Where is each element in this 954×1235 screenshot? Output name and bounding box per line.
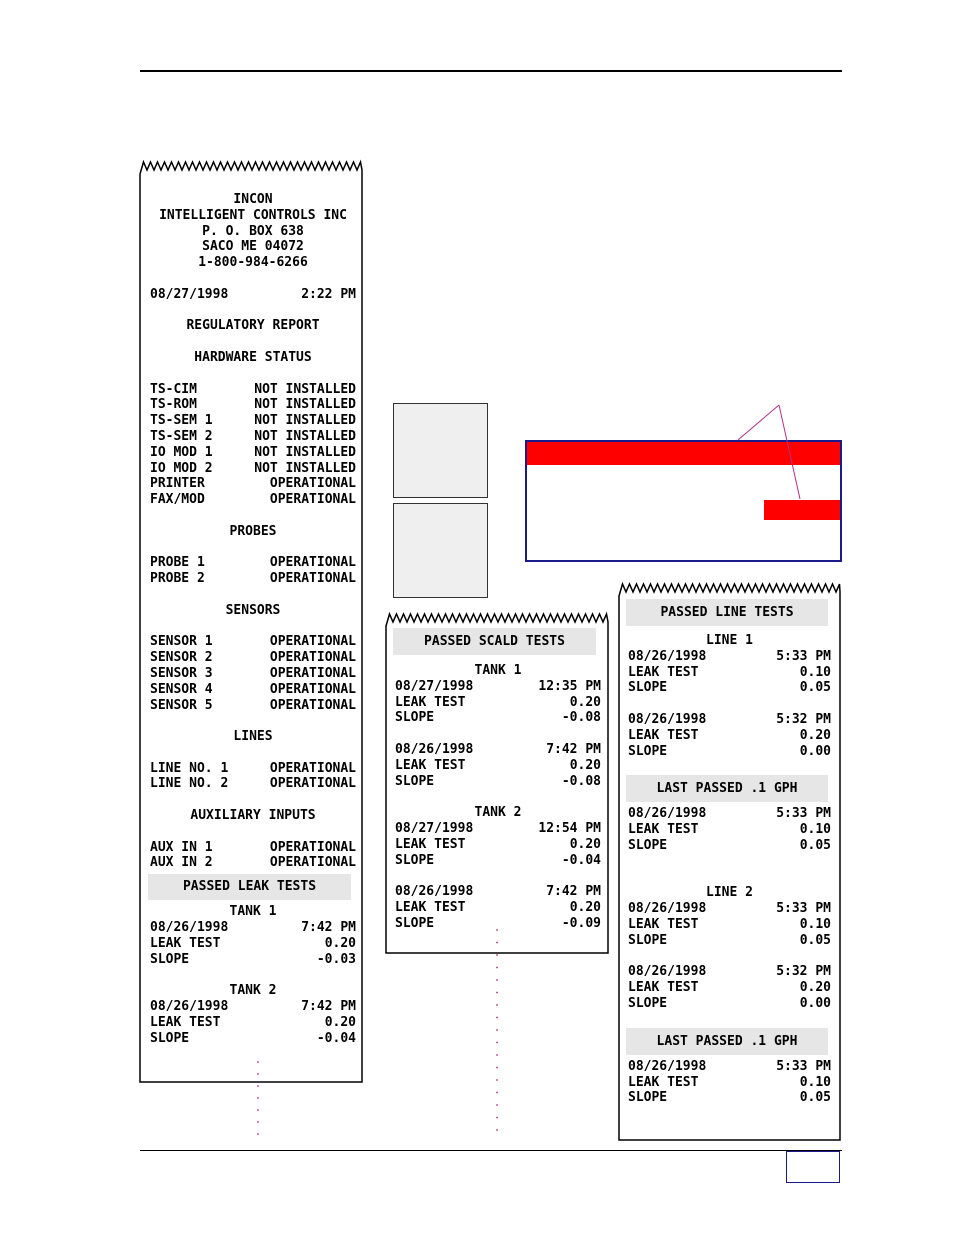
leak-test-row	[395, 837, 601, 853]
placeholder-box-top	[393, 403, 488, 498]
line-row	[150, 761, 356, 777]
datetime-row	[395, 821, 601, 837]
page-number-box	[786, 1151, 840, 1183]
line-text: PROBES	[229, 523, 277, 539]
probe-row	[150, 555, 356, 571]
row-value: 0.20	[799, 727, 831, 743]
line-text: P. O. BOX 638	[202, 223, 304, 239]
blank-line	[150, 745, 356, 761]
blank-line	[628, 854, 831, 870]
line-text: 1-800-984-6266	[198, 255, 308, 271]
sensor-row	[150, 650, 356, 666]
row-value: 0.20	[324, 935, 356, 951]
row-value: NOT INSTALLED	[254, 444, 356, 460]
row-label: 08/26/1998	[628, 711, 707, 727]
row-label: LEAK TEST	[628, 822, 699, 838]
continuation-dot	[257, 1097, 259, 1099]
footer-rule	[140, 1150, 842, 1151]
report-title	[150, 318, 356, 334]
receipt-line-tests	[618, 582, 841, 1140]
row-value: 12:35 PM	[538, 678, 601, 694]
row-label: LEAK TEST	[150, 1014, 221, 1030]
row-label: SLOPE	[395, 852, 435, 868]
continuation-dot	[496, 992, 498, 994]
continuation-dot	[257, 1109, 259, 1111]
line-text: INCON	[233, 192, 273, 207]
row-label: LEAK TEST	[395, 694, 466, 710]
leak-test-row	[150, 936, 356, 952]
line-text: SENSORS	[225, 602, 281, 618]
line-text: AUXILIARY INPUTS	[190, 808, 316, 824]
hardware-status-title	[150, 350, 356, 366]
continuation-dot	[496, 1067, 498, 1069]
blank-line	[150, 967, 356, 983]
row-label: IO MOD 2	[150, 460, 213, 476]
slope-row	[628, 1090, 831, 1106]
line-text: SACO ME 04072	[202, 239, 304, 255]
tank-title	[395, 805, 601, 821]
row-value: 0.20	[799, 980, 831, 996]
sensor-row	[150, 682, 356, 698]
line-text: LINES	[233, 729, 273, 745]
section-band: PASSED SCALD TESTS	[393, 628, 596, 655]
slope-row	[628, 744, 831, 760]
row-value: 0.05	[799, 837, 831, 853]
row-label: SENSOR 4	[150, 681, 213, 697]
row-label: PROBE 1	[150, 555, 205, 571]
row-value: 0.20	[569, 694, 601, 710]
row-label: LINE NO. 2	[150, 776, 229, 792]
row-value: 0.10	[799, 916, 831, 932]
continuation-dot	[496, 1004, 498, 1006]
row-value: 0.10	[799, 1074, 831, 1090]
datetime-row	[395, 742, 601, 758]
blank-line	[628, 949, 831, 965]
blank-line	[150, 619, 356, 635]
aux-row	[150, 840, 356, 856]
receipt-scald-tests	[385, 612, 609, 953]
receipt-regulatory-report	[139, 160, 363, 1082]
line-text: TANK 1	[474, 663, 522, 678]
section-band: LAST PASSED .1 GPH	[626, 775, 828, 802]
row-value: -0.04	[561, 852, 601, 868]
callout-pointer-left	[738, 405, 779, 440]
row-value: NOT INSTALLED	[254, 428, 356, 444]
blank-line	[628, 870, 831, 886]
row-label: FAX/MOD	[150, 492, 205, 508]
blank-line	[150, 271, 356, 287]
leak-test-row	[395, 758, 601, 774]
leak-test-row	[628, 980, 831, 996]
continuation-dot	[496, 1104, 498, 1106]
slope-row	[628, 680, 831, 696]
row-label: LEAK TEST	[628, 727, 699, 743]
slope-row	[628, 933, 831, 949]
callout-panel	[525, 440, 842, 562]
row-label: 08/26/1998	[628, 1058, 707, 1074]
row-value: OPERATIONAL	[269, 555, 356, 571]
tank-title	[150, 983, 356, 999]
continuation-dot	[496, 1129, 498, 1131]
continuation-dot	[496, 1079, 498, 1081]
row-value: -0.03	[316, 951, 356, 967]
row-label: SLOPE	[628, 837, 668, 853]
datetime-row	[395, 679, 601, 695]
row-label: TS-CIM	[150, 381, 197, 397]
row-value: 0.05	[799, 1090, 831, 1106]
continuation-dot	[496, 1117, 498, 1119]
hardware-row	[150, 413, 356, 429]
leak-test-row	[628, 1075, 831, 1091]
row-label: LEAK TEST	[628, 916, 699, 932]
datetime-row	[628, 901, 831, 917]
datetime-row	[628, 649, 831, 665]
row-value: OPERATIONAL	[269, 855, 356, 871]
leak-test-row	[395, 695, 601, 711]
blank-line	[150, 366, 356, 382]
blank-line	[150, 540, 356, 556]
row-value: 0.05	[799, 932, 831, 948]
line-text: LINE 1	[706, 633, 753, 648]
row-value: 5:33 PM	[776, 901, 831, 917]
hardware-row	[150, 397, 356, 413]
row-value: 7:42 PM	[301, 999, 356, 1015]
sensor-row	[150, 666, 356, 682]
hardware-row	[150, 476, 356, 492]
row-value: 0.00	[799, 743, 831, 759]
row-label: 08/26/1998	[628, 964, 707, 980]
row-label: SLOPE	[628, 743, 668, 759]
row-value: -0.08	[561, 710, 601, 726]
leak-test-row	[628, 822, 831, 838]
row-label: TS-SEM 2	[150, 428, 213, 444]
blank-line	[395, 868, 601, 884]
row-value: OPERATIONAL	[269, 492, 356, 508]
slope-row	[395, 853, 601, 869]
row-value: 5:32 PM	[776, 711, 831, 727]
row-label: TS-SEM 1	[150, 413, 213, 429]
row-label: 08/26/1998	[395, 741, 474, 757]
blank-line	[150, 587, 356, 603]
row-label: 08/27/1998	[150, 286, 229, 302]
section-band: PASSED LEAK TESTS	[148, 874, 351, 900]
continuation-dot	[496, 1042, 498, 1044]
row-value: OPERATIONAL	[269, 760, 356, 776]
leak-test-row	[628, 665, 831, 681]
line-title	[628, 885, 831, 901]
row-value: 7:42 PM	[546, 884, 601, 900]
continuation-dot	[496, 979, 498, 981]
report-datetime-row	[150, 287, 356, 303]
line-title	[628, 633, 831, 649]
callout-red-tab	[764, 500, 840, 520]
sensors-title	[150, 603, 356, 619]
sensor-row	[150, 698, 356, 714]
blank-line	[395, 726, 601, 742]
row-value: NOT INSTALLED	[254, 460, 356, 476]
row-value: OPERATIONAL	[269, 650, 356, 666]
leak-test-row	[628, 728, 831, 744]
continuation-dot	[496, 1092, 498, 1094]
row-value: OPERATIONAL	[269, 476, 356, 492]
hardware-row	[150, 429, 356, 445]
row-label: SENSOR 1	[150, 634, 213, 650]
line-text: LINE 2	[706, 885, 753, 901]
row-label: SLOPE	[150, 1030, 190, 1046]
row-label: 08/26/1998	[628, 648, 707, 664]
row-label: 08/26/1998	[628, 901, 707, 917]
row-value: OPERATIONAL	[269, 839, 356, 855]
header-line	[150, 239, 356, 255]
section-band: LAST PASSED .1 GPH	[626, 1028, 828, 1055]
leak-test-row	[395, 900, 601, 916]
row-label: LEAK TEST	[628, 980, 699, 996]
row-value: OPERATIONAL	[269, 571, 356, 587]
continuation-dot	[496, 1029, 498, 1031]
tank-title	[395, 663, 601, 679]
slope-row	[395, 710, 601, 726]
blank-line	[150, 303, 356, 319]
hardware-row	[150, 445, 356, 461]
continuation-dot	[496, 967, 498, 969]
continuation-dot	[257, 1133, 259, 1135]
row-value: 7:42 PM	[301, 920, 356, 936]
row-label: SENSOR 5	[150, 697, 213, 713]
placeholder-box-bottom	[393, 503, 488, 598]
header-line	[150, 224, 356, 240]
continuation-dot	[496, 1017, 498, 1019]
row-label: LEAK TEST	[628, 1074, 699, 1090]
row-label: 08/26/1998	[150, 920, 229, 936]
hardware-row	[150, 382, 356, 398]
leak-test-row	[628, 917, 831, 933]
row-label: LEAK TEST	[628, 664, 699, 680]
line-text: REGULATORY REPORT	[186, 318, 320, 334]
row-label: LINE NO. 1	[150, 760, 229, 776]
row-label: PRINTER	[150, 476, 205, 492]
lines-title	[150, 729, 356, 745]
blank-line	[628, 696, 831, 712]
line-text: TANK 1	[229, 904, 277, 920]
datetime-row	[150, 920, 356, 936]
slope-row	[628, 996, 831, 1012]
tank-title	[150, 904, 356, 920]
row-value: 5:33 PM	[776, 806, 831, 822]
row-value: OPERATIONAL	[269, 634, 356, 650]
row-label: PROBE 2	[150, 571, 205, 587]
blank-line	[150, 824, 356, 840]
row-value: 2:22 PM	[301, 286, 356, 302]
row-value: 0.05	[799, 680, 831, 696]
slope-row	[395, 916, 601, 932]
row-value: -0.08	[561, 773, 601, 789]
row-label: LEAK TEST	[395, 836, 466, 852]
hardware-row	[150, 492, 356, 508]
blank-line	[150, 792, 356, 808]
probes-title	[150, 524, 356, 540]
row-label: 08/26/1998	[150, 999, 229, 1015]
row-value: 0.20	[569, 757, 601, 773]
line-row	[150, 776, 356, 792]
sensor-row	[150, 634, 356, 650]
blank-line	[150, 508, 356, 524]
continuation-dot	[496, 954, 498, 956]
row-label: LEAK TEST	[395, 757, 466, 773]
row-label: SENSOR 3	[150, 665, 213, 681]
row-label: 08/26/1998	[395, 884, 474, 900]
blank-line	[150, 334, 356, 350]
continuation-dots-mid	[496, 929, 498, 1131]
row-label: AUX IN 1	[150, 839, 213, 855]
slope-row	[628, 838, 831, 854]
row-value: 0.00	[799, 995, 831, 1011]
leak-test-row	[150, 1015, 356, 1031]
row-value: -0.09	[561, 915, 601, 931]
aux-inputs-title	[150, 808, 356, 824]
row-value: -0.04	[316, 1030, 356, 1046]
section-band: PASSED LINE TESTS	[626, 599, 828, 626]
hardware-row	[150, 461, 356, 477]
continuation-dot	[496, 1054, 498, 1056]
row-value: NOT INSTALLED	[254, 381, 356, 397]
row-value: 0.10	[799, 822, 831, 838]
row-label: LEAK TEST	[395, 899, 466, 915]
line-text: INTELLIGENT CONTROLS INC	[159, 207, 347, 223]
header-line	[150, 192, 356, 208]
datetime-row	[628, 964, 831, 980]
slope-row	[150, 952, 356, 968]
row-label: SLOPE	[395, 915, 435, 931]
header-line	[150, 208, 356, 224]
probe-row	[150, 571, 356, 587]
row-label: SLOPE	[628, 995, 668, 1011]
row-value: 0.20	[569, 836, 601, 852]
receipt-content	[395, 628, 601, 932]
row-value: OPERATIONAL	[269, 681, 356, 697]
row-label: TS-ROM	[150, 397, 197, 413]
row-label: 08/27/1998	[395, 678, 474, 694]
continuation-dot	[257, 1085, 259, 1087]
datetime-row	[395, 884, 601, 900]
row-value: 0.10	[799, 664, 831, 680]
row-value: OPERATIONAL	[269, 665, 356, 681]
row-label: SLOPE	[150, 951, 190, 967]
row-label: SLOPE	[395, 710, 435, 726]
row-label: LEAK TEST	[150, 935, 221, 951]
header-line	[150, 255, 356, 271]
receipt-content	[150, 192, 356, 1046]
row-value: NOT INSTALLED	[254, 397, 356, 413]
row-label: SLOPE	[628, 1090, 668, 1106]
aux-row	[150, 855, 356, 871]
slope-row	[395, 774, 601, 790]
blank-line	[395, 789, 601, 805]
row-value: 0.20	[324, 1014, 356, 1030]
receipt-content	[628, 599, 831, 1106]
row-value: 5:33 PM	[776, 1058, 831, 1074]
continuation-dot	[257, 1121, 259, 1123]
header-rule	[140, 70, 842, 72]
line-text: TANK 2	[229, 983, 277, 999]
row-value: OPERATIONAL	[269, 776, 356, 792]
row-value: 12:54 PM	[538, 820, 601, 836]
row-label: SLOPE	[628, 932, 668, 948]
row-value: 0.20	[569, 899, 601, 915]
row-value: OPERATIONAL	[269, 697, 356, 713]
row-value: 7:42 PM	[546, 741, 601, 757]
datetime-row	[628, 806, 831, 822]
row-label: AUX IN 2	[150, 855, 213, 871]
row-label: 08/26/1998	[628, 806, 707, 822]
row-label: SLOPE	[395, 773, 435, 789]
datetime-row	[628, 712, 831, 728]
row-label: SENSOR 2	[150, 650, 213, 666]
row-label: SLOPE	[628, 680, 668, 696]
row-value: 5:32 PM	[776, 964, 831, 980]
row-value: 5:33 PM	[776, 648, 831, 664]
callout-red-bar	[527, 442, 840, 465]
row-label: 08/27/1998	[395, 820, 474, 836]
line-text: HARDWARE STATUS	[194, 349, 312, 365]
line-text: TANK 2	[474, 805, 522, 821]
row-value: NOT INSTALLED	[254, 413, 356, 429]
slope-row	[150, 1031, 356, 1047]
datetime-row	[150, 999, 356, 1015]
datetime-row	[628, 1059, 831, 1075]
row-label: IO MOD 1	[150, 444, 213, 460]
blank-line	[150, 713, 356, 729]
